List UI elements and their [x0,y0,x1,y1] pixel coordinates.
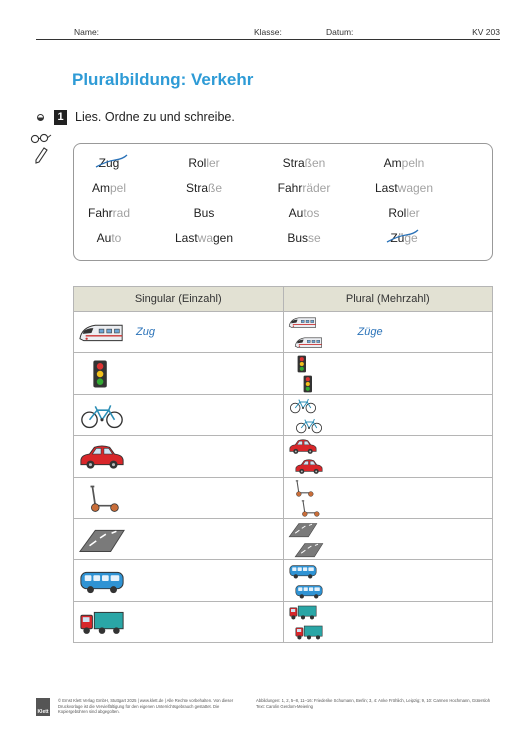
road-icon [78,524,126,554]
word-card: Zug [64,156,154,170]
table-row [74,394,493,435]
singular-cell[interactable] [74,394,284,435]
bus-pair-icon [288,562,348,600]
plural-cell[interactable] [283,477,493,518]
bus-icon [78,566,126,596]
date-label: Datum: [326,27,354,37]
bicycle-icon [78,400,126,430]
plural-cell[interactable] [283,312,493,353]
word-card: Fahrrad [87,206,131,220]
name-label: Name: [74,27,100,37]
word-card: Ampel [91,181,126,195]
word-card: Fahrräder [277,181,331,195]
worksheet-code: KV 203 [472,27,500,37]
plural-cell[interactable] [283,518,493,559]
word-card: Auto [96,231,122,245]
plural-cell[interactable] [283,436,493,477]
klett-logo: Klett [36,698,50,716]
text-credits: Text: Carolin Gerdom-Meiering [256,703,314,709]
credits [256,698,506,709]
singular-cell[interactable] [74,312,284,353]
word-card: Bus [193,206,215,220]
table-row [74,601,493,642]
column-header-singular: Singular (Einzahl) [74,287,284,312]
table-row [74,518,493,559]
glasses-pencil-icon [30,130,54,166]
table-row [74,312,493,353]
singular-cell[interactable] [74,601,284,642]
word-card: Roller [188,156,220,170]
traffic-light-icon [78,359,126,389]
table-row [74,436,493,477]
plural-cell[interactable] [283,394,493,435]
bicycle-pair-icon [288,396,348,434]
page-header [36,28,500,40]
table-row [74,477,493,518]
page-title: Pluralbildung: Verkehr [72,70,254,89]
road-pair-icon [288,520,348,558]
plural-table [73,286,493,643]
word-card: Busse [287,231,321,245]
column-header-plural: Plural (Mehrzahl) [283,287,493,312]
word-card: Autos [288,206,320,220]
plural-cell[interactable] [283,560,493,601]
word-card: Roller [388,206,420,220]
strikethrough-mark [95,153,129,173]
train-icon [78,317,126,347]
strikethrough-mark [386,228,420,248]
car-icon [78,441,126,471]
table-row [74,560,493,601]
singular-cell[interactable] [74,518,284,559]
word-card: Lastwagen [174,231,234,245]
word-card: Ampeln [383,156,425,170]
word-card: Lastwagen [374,181,434,195]
scooter-icon [78,483,126,513]
word-card: Straßen [282,156,326,170]
example-singular: Zug [136,326,155,339]
task-number: 1 [54,110,67,125]
singular-cell[interactable] [74,436,284,477]
word-card: Straße [185,181,223,195]
plural-cell[interactable] [283,353,493,394]
task-line [37,109,235,125]
word-box [73,143,493,261]
copyright-text: © Ernst Klett Verlag GmbH, Stuttgart 2025 | www.klett.de | Alle Rechte vorbehalten. Von dieser Druckvorlage ist die Vervielfältigung für den eigenen Unterrichtsgebrauch gestattet. Die Kopiergebühren sind abgegolten. [58,698,234,715]
truck-icon [78,607,126,637]
word-card: Züge [359,231,449,245]
singular-cell[interactable] [74,353,284,394]
truck-pair-icon [288,603,348,641]
traffic-light-pair-icon [288,355,348,393]
task-instruction: Lies. Ordne zu und schreibe. [75,110,235,124]
plural-cell[interactable] [283,601,493,642]
scooter-pair-icon [288,479,348,517]
image-credits: Abbildungen: 1, 2, 5–8, 11–16: Friederike Schumann, Berlin; 3, 4: Anke Fröhlich, Leipzig; 9, 10: Carmen Hochmann, Gütersloh [256,698,491,703]
example-plural: Züge [357,326,383,339]
car-pair-icon [288,437,348,475]
difficulty-icon [37,114,44,121]
train-pair-icon [288,313,348,351]
table-row [74,353,493,394]
class-label: Klasse: [254,27,282,37]
singular-cell[interactable] [74,477,284,518]
singular-cell[interactable] [74,560,284,601]
